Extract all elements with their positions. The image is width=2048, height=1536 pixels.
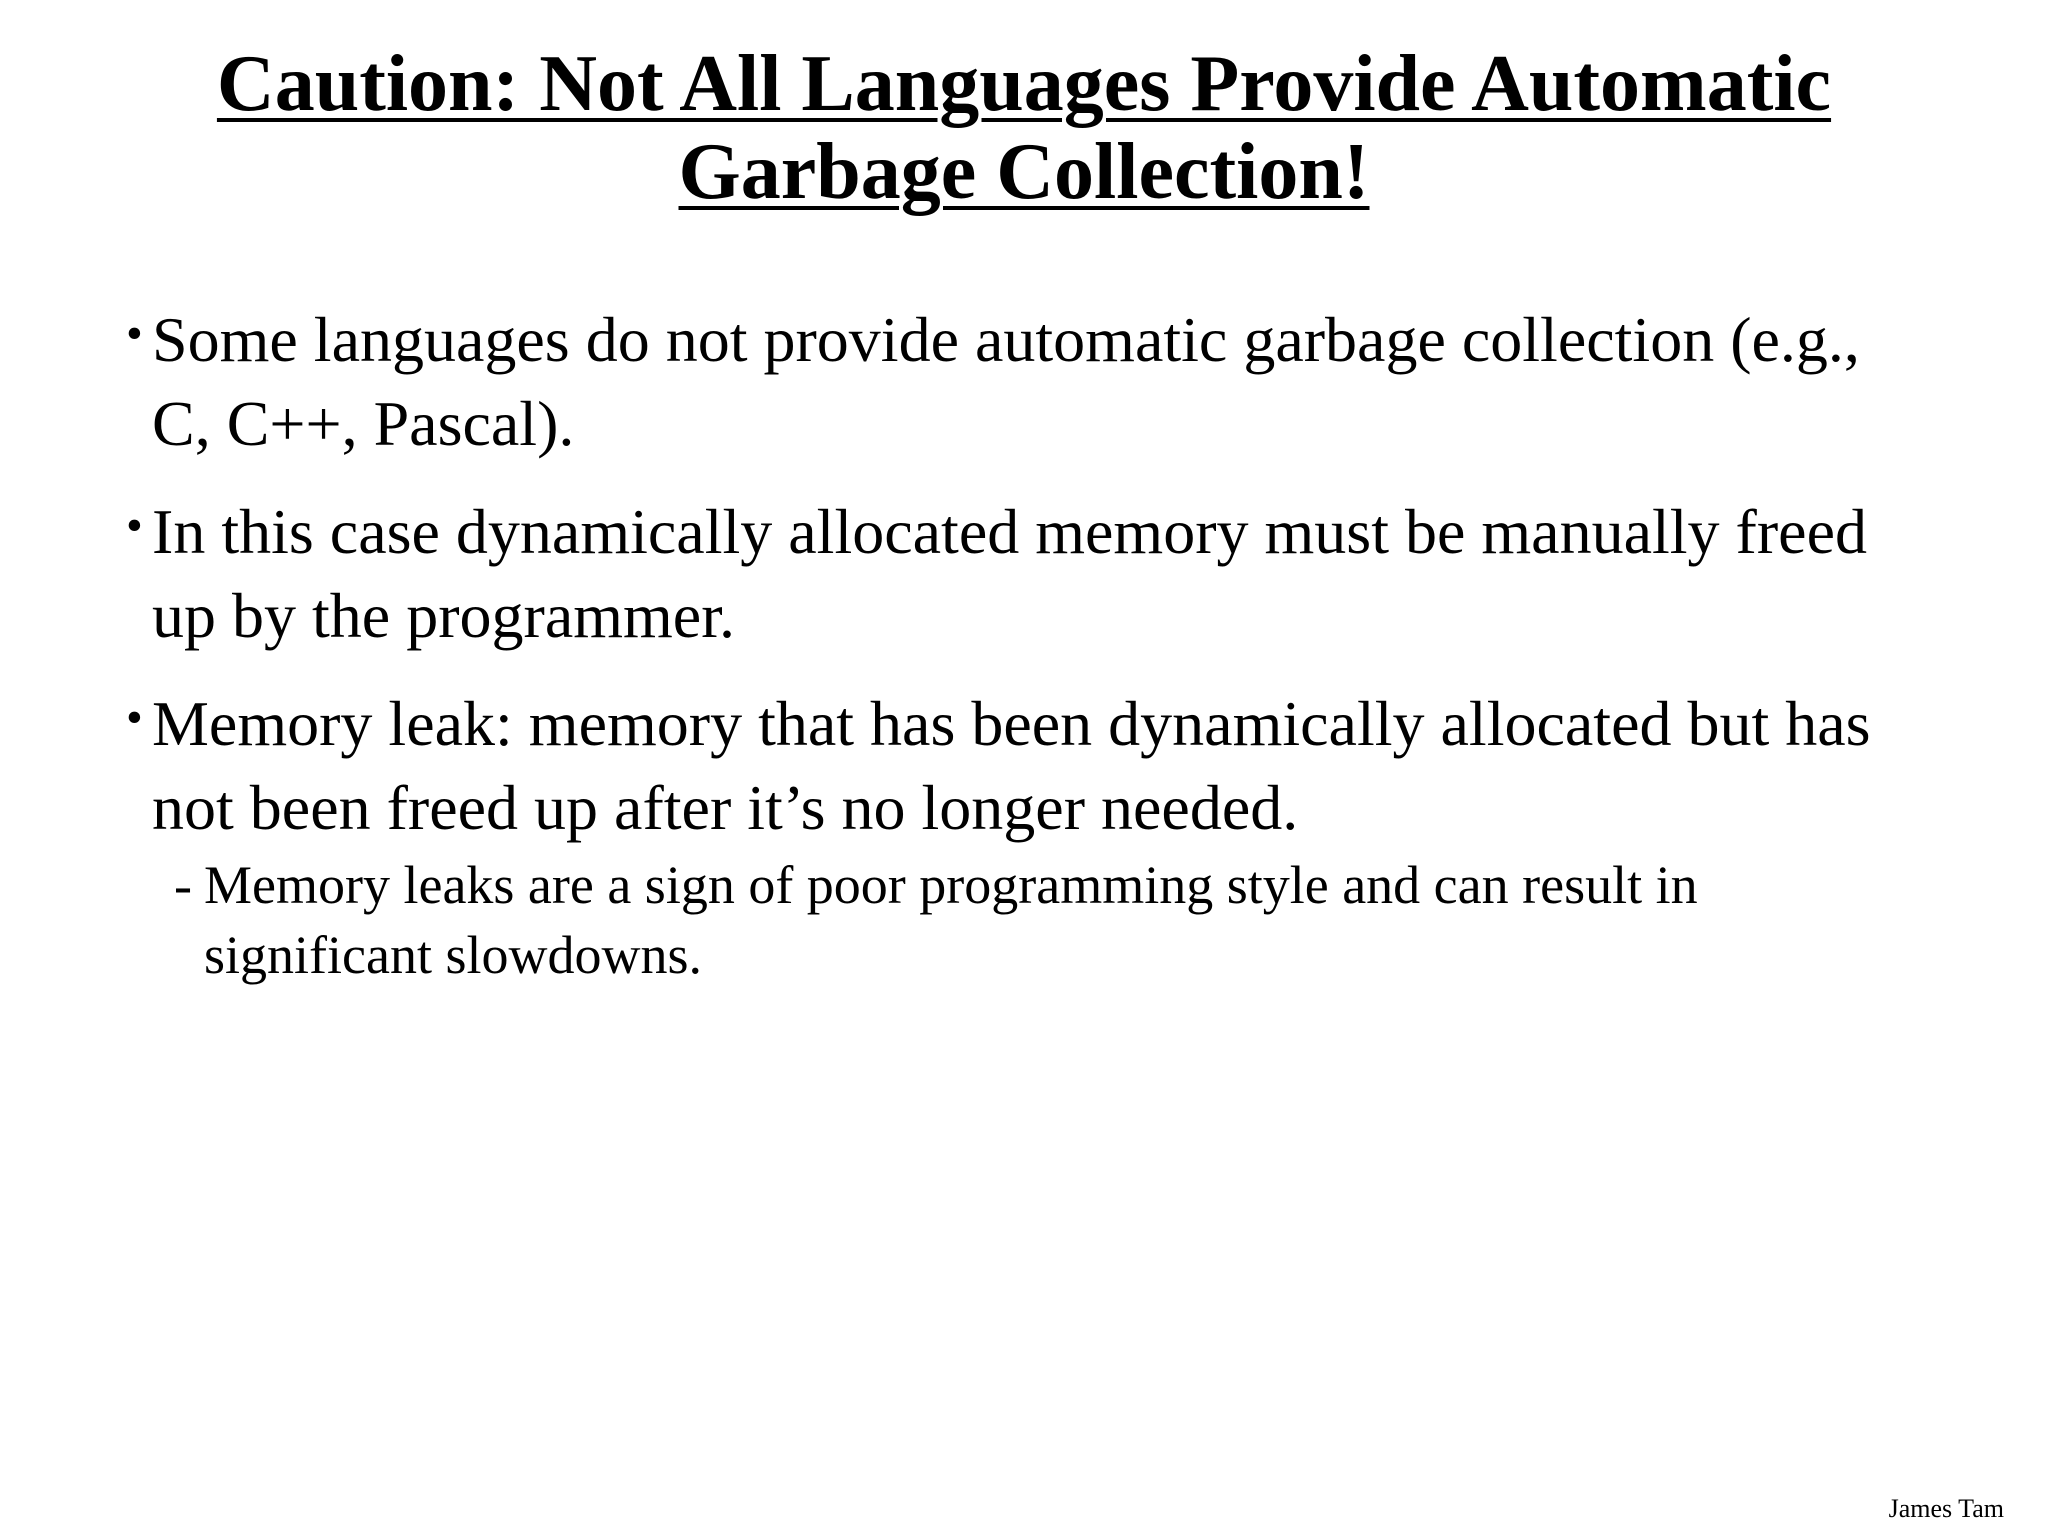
sub-bullet-marker: - bbox=[174, 855, 192, 915]
bullet-text: In this case dynamically allocated memory must be manually freed up by the programmer. bbox=[152, 496, 1867, 651]
bullet-list bbox=[120, 298, 1920, 1014]
sub-bullet-list bbox=[152, 850, 1920, 990]
footer-author: James Tam bbox=[1888, 1494, 2004, 1523]
bullet-text: Memory leak: memory that has been dynamically allocated but has not been freed up after it’s no longer needed. bbox=[152, 688, 1871, 843]
slide-title-line-2: Garbage Collection! bbox=[678, 128, 1370, 216]
slide-title-line-1: Caution: Not All Languages Provide Automatic bbox=[216, 40, 1832, 128]
bullet-marker: • bbox=[126, 691, 143, 744]
slide-title bbox=[0, 40, 2048, 216]
bullet-marker: • bbox=[126, 499, 143, 552]
bullet-marker: • bbox=[126, 307, 143, 360]
sub-bullet-item bbox=[152, 850, 1920, 990]
bullet-text: Some languages do not provide automatic garbage collection (e.g., C, C++, Pascal). bbox=[152, 304, 1860, 459]
sub-bullet-text: Memory leaks are a sign of poor programming style and can result in significant slowdowns. bbox=[204, 855, 1698, 985]
bullet-item bbox=[120, 682, 1920, 990]
bullet-item bbox=[120, 490, 1920, 658]
bullet-item bbox=[120, 298, 1920, 466]
